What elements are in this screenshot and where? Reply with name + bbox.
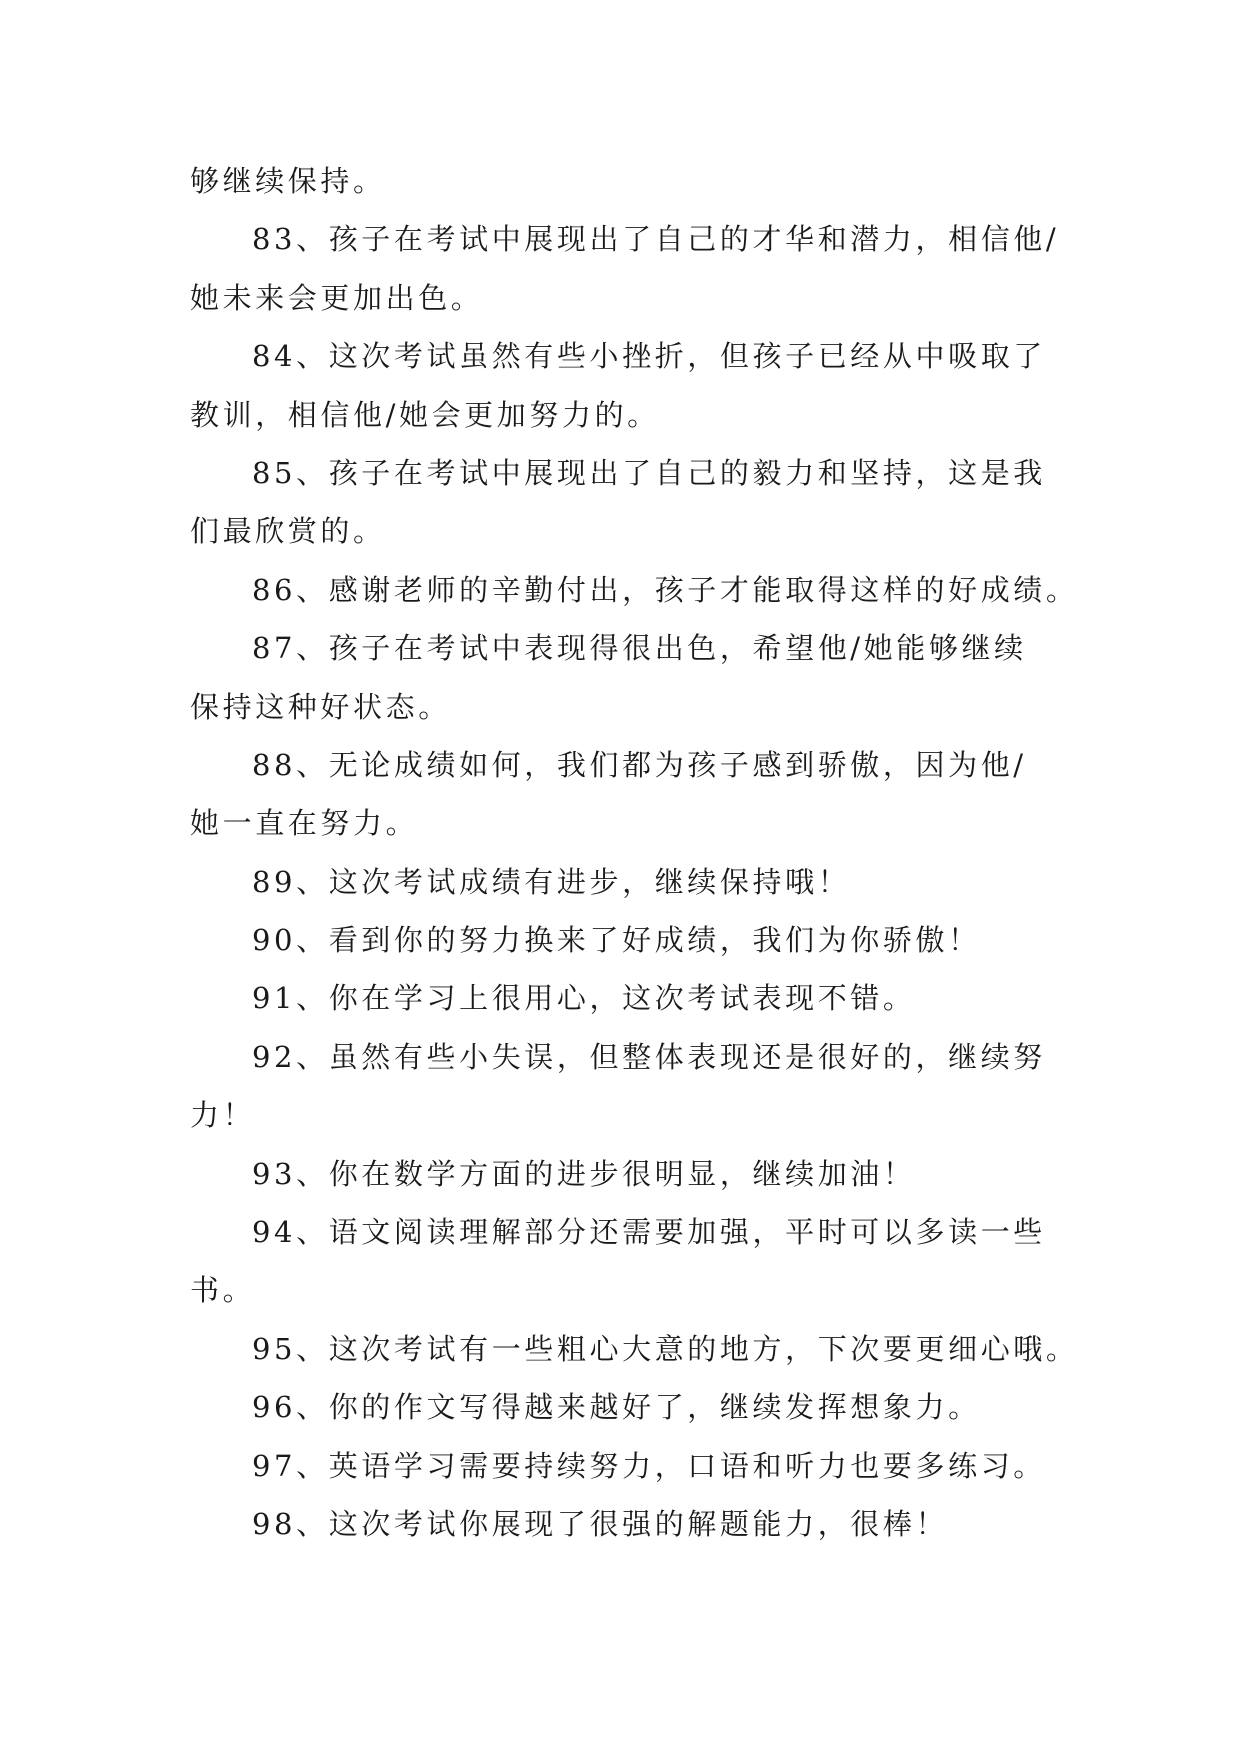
text-line: 93、你在数学方面的进步很明显，继续加油！ [252,1156,916,1191]
text-line: 力！ [190,1098,256,1133]
text-line: 84、这次考试虽然有些小挫折，但孩子已经从中吸取了 [252,339,1046,374]
text-line: 够继续保持。 [190,164,386,198]
text-line: 保持这种好状态。 [190,689,451,724]
text-line: 95、这次考试有一些粗心大意的地方，下次要更细心哦。 [252,1331,1079,1366]
text-line: 96、你的作文写得越来越好了，继续发挥想象力。 [252,1390,981,1425]
text-line: 们最欣赏的。 [190,514,386,549]
text-line: 92、虽然有些小失误，但整体表现还是很好的，继续努 [252,1039,1046,1074]
text-line: 89、这次考试成绩有进步，继续保持哦！ [252,864,851,899]
text-line: 86、感谢老师的辛勤付出，孩子才能取得这样的好成绩。 [252,572,1079,607]
text-line: 书。 [190,1273,256,1308]
text-line: 她一直在努力。 [190,806,419,841]
text-line: 98、这次考试你展现了很强的解题能力，很棒！ [252,1506,949,1541]
text-line: 87、孩子在考试中表现得很出色，希望他/她能够继续 [252,631,1027,666]
text-line: 88、无论成绩如何，我们都为孩子感到骄傲，因为他/ [252,747,1027,782]
text-line: 85、孩子在考试中展现出了自己的毅力和坚持，这是我 [252,455,1046,490]
text-line: 94、语文阅读理解部分还需要加强，平时可以多读一些 [252,1215,1046,1250]
text-column [190,152,1080,1553]
text-line: 91、你在学习上很用心，这次考试表现不错。 [252,981,916,1016]
text-line: 83、孩子在考试中展现出了自己的才华和潜力，相信他/ [252,222,1060,257]
text-line: 她未来会更加出色。 [190,280,484,315]
text-line: 教训，相信他/她会更加努力的。 [190,397,660,432]
text-line: 97、英语学习需要持续努力，口语和听力也要多练习。 [252,1448,1046,1483]
text-line: 90、看到你的努力换来了好成绩，我们为你骄傲！ [252,923,981,958]
